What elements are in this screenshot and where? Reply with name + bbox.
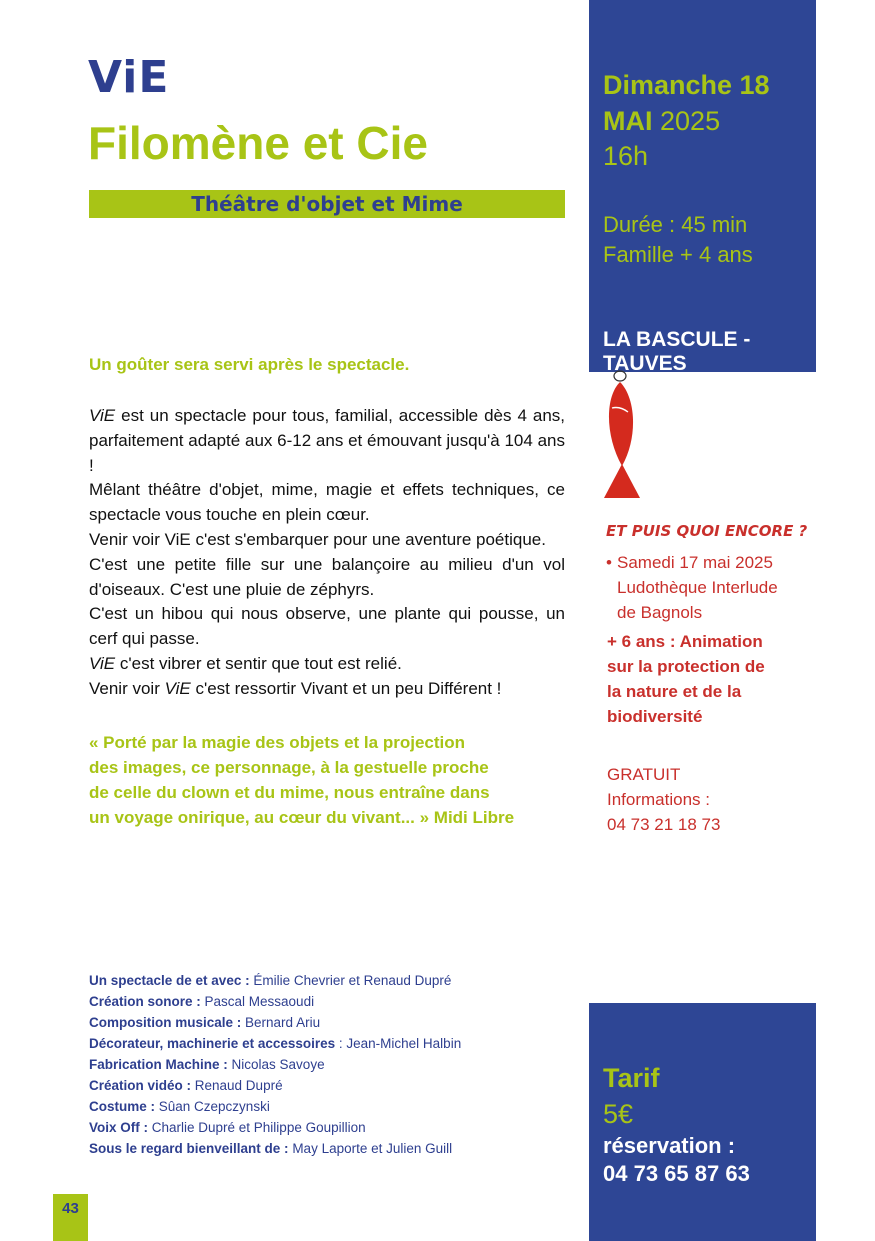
event-duration: Durée : 45 min <box>603 212 748 237</box>
extra-date <box>607 550 827 575</box>
event-venue: LA BASCULE - TAUVES <box>603 328 751 375</box>
extra-place: Ludothèque Interlude <box>617 578 778 597</box>
bullet-icon: • <box>606 553 612 572</box>
credit-role: Fabrication Machine : <box>89 1057 228 1072</box>
credit-role: Composition musicale : <box>89 1015 242 1030</box>
credit-role: Costume : <box>89 1099 156 1114</box>
credit-names: Pascal Messaoudi <box>200 994 315 1009</box>
extra-price: GRATUIT <box>607 765 681 784</box>
show-name-italic: ViE <box>164 678 191 698</box>
credit-names: Bernard Ariu <box>241 1015 321 1030</box>
credit-role: Voix Off : <box>89 1120 148 1135</box>
extra-info <box>607 550 827 729</box>
tarif-price: 5€ <box>603 1099 634 1129</box>
reservation-label: réservation : <box>603 1133 736 1158</box>
credit-line <box>89 1138 569 1159</box>
description-text: Venir voir <box>89 678 165 698</box>
credit-role: Création vidéo : <box>89 1078 192 1093</box>
genre-label: Théâtre d'objet et Mime <box>191 192 463 216</box>
credit-role: Création sonore : <box>89 994 201 1009</box>
tarif-label: Tarif <box>603 1063 660 1093</box>
credit-role: Décorateur, machinerie et accessoires <box>89 1036 336 1051</box>
credit-names: : Jean-Michel Halbin <box>335 1036 462 1051</box>
description <box>89 404 565 702</box>
extra-date-text: Samedi 17 mai 2025 <box>617 553 773 572</box>
credit-line <box>89 1033 569 1054</box>
extra-info-phone: 04 73 21 18 73 <box>607 815 721 834</box>
credit-role: Sous le regard bienveillant de : <box>89 1141 289 1156</box>
credit-line <box>89 1117 569 1138</box>
description-paragraph <box>89 652 565 677</box>
credits <box>89 970 569 1159</box>
quote-line: de celle du clown et du mime, nous entraîne dans <box>89 783 490 802</box>
show-name-italic: ViE <box>89 653 116 673</box>
credit-line <box>89 970 569 991</box>
extra-info-label: Informations : <box>607 790 710 809</box>
fish-icon <box>600 368 644 502</box>
credit-names: Renaud Dupré <box>191 1078 283 1093</box>
event-year: 2025 <box>660 106 721 136</box>
credit-line <box>89 1012 569 1033</box>
extra-activity: + 6 ans : Animation <box>607 632 763 651</box>
extra-contact <box>607 762 720 837</box>
extra-place: de Bagnols <box>617 603 703 622</box>
show-name-italic: ViE <box>89 406 116 425</box>
event-date-month-year <box>603 106 720 137</box>
quote-line: un voyage onirique, au cœur du vivant... » Midi Libre <box>89 808 515 827</box>
extra-activity: sur la protection de <box>607 657 765 676</box>
description-paragraph: Mêlant théâtre d'objet, mime, magie et effets techniques, ce spectacle vous touche en plein cœur. <box>89 480 565 525</box>
description-text: c'est vibrer et sentir que tout est relié. <box>115 653 402 673</box>
show-short-title: ViE <box>88 52 170 103</box>
press-quote <box>89 730 569 830</box>
quote-line: « Porté par la magie des objets et la projection <box>89 733 466 752</box>
event-time: 16h <box>603 141 649 171</box>
credit-names: Nicolas Savoye <box>227 1057 325 1072</box>
description-paragraph: Venir voir ViE c'est s'embarquer pour une aventure poétique. <box>89 529 546 549</box>
event-month: MAI <box>603 106 653 136</box>
credit-role: Un spectacle de et avec : <box>89 973 250 988</box>
reservation-phone: 04 73 65 87 63 <box>603 1161 750 1186</box>
description-text: c'est ressortir Vivant et un peu Différent ! <box>190 678 502 698</box>
description-paragraph <box>89 677 565 702</box>
credit-line <box>89 1054 569 1075</box>
extra-activity: biodiversité <box>607 707 703 726</box>
credit-names: Sûan Czepczynski <box>155 1099 270 1114</box>
description-text: est un spectacle pour tous, familial, accessible dès 4 ans, parfaitement adapté aux 6-12 ans et émouvant jusqu'à 104 ans ! <box>89 406 565 475</box>
genre-banner <box>89 190 565 218</box>
credit-line <box>89 991 569 1012</box>
credit-names: Charlie Dupré et Philippe Goupillion <box>148 1120 366 1135</box>
credit-line <box>89 1075 569 1096</box>
description-paragraph: C'est un hibou qui nous observe, une plante qui pousse, un cerf qui passe. <box>89 604 565 649</box>
credit-line <box>89 1096 569 1117</box>
event-info-panel <box>589 0 816 375</box>
tarif-panel <box>589 1003 816 1241</box>
description-paragraph <box>89 404 565 478</box>
event-audience: Famille + 4 ans <box>603 242 753 267</box>
snack-note: Un goûter sera servi après le spectacle. <box>89 355 410 374</box>
quote-line: des images, ce personnage, à la gestuelle proche <box>89 758 489 777</box>
extra-heading: ET PUIS QUOI ENCORE ? <box>606 522 808 540</box>
company-title: Filomène et Cie <box>88 117 428 169</box>
page-number: 43 <box>53 1194 88 1241</box>
description-paragraph: C'est une petite fille sur une balançoire au milieu d'un vol d'oiseaux. C'est une pluie de zéphyrs. <box>89 554 565 599</box>
event-date-day: Dimanche 18 <box>603 70 770 100</box>
extra-activity: la nature et de la <box>607 682 742 701</box>
credit-names: Émilie Chevrier et Renaud Dupré <box>249 973 452 988</box>
credit-names: May Laporte et Julien Guill <box>288 1141 453 1156</box>
